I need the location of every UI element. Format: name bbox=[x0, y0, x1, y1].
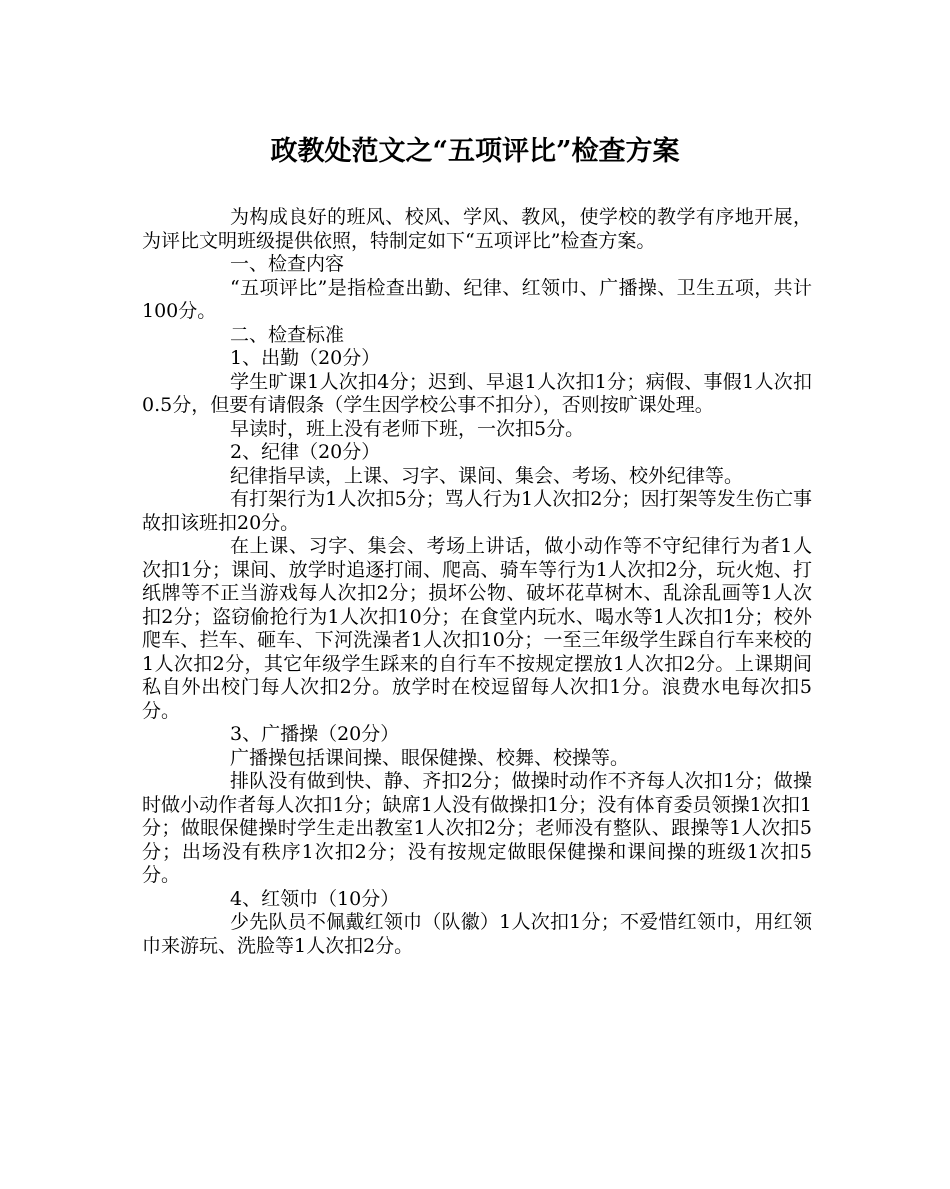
section-heading-inspection-standards: 二、检查标准 bbox=[230, 323, 345, 346]
subheading-broadcast-exercise: 3、广播操（20分） bbox=[230, 723, 400, 745]
paragraph: “五项评比”是指检查出勤、纪律、红领巾、广播操、卫生五项，共计100分。 bbox=[142, 276, 812, 322]
paragraph: 排队没有做到快、静、齐扣2分；做操时动作不齐每人次扣1分；做操时做小动作者每人次扣1分；缺席1人没有做操扣1分；没有体育委员领操1次扣1分；做眼保健操时学生走出教室1人次扣2分；老师没有整队、跟操等1人次扣5分；出场没有秩序1次扣2分；没有按规定做眼保健操和课间操的班级1次扣5分。 bbox=[142, 770, 812, 886]
document-title: 政教处范文之“五项评比”检查方案 bbox=[270, 136, 680, 167]
paragraph: 广播操包括课间操、眼保健操、校舞、校操等。 bbox=[230, 746, 630, 769]
paragraph: 纪律指早读，上课、习字、课间、集会、考场、校外纪律等。 bbox=[230, 464, 744, 487]
paragraph: 少先队员不佩戴红领巾（队徽）1人次扣1分；不爱惜红领巾，用红领巾来游玩、洗脸等1人次扣2分。 bbox=[142, 911, 812, 957]
subheading-attendance: 1、出勤（20分） bbox=[230, 347, 381, 369]
paragraph: 早读时，班上没有老师下班，一次扣5分。 bbox=[230, 417, 585, 440]
section-heading-inspection-content: 一、检查内容 bbox=[230, 253, 345, 275]
paragraph: 有打架行为1人次扣5分；骂人行为1人次扣2分；因打架等发生伤亡事故扣该班扣20分。 bbox=[142, 488, 812, 534]
paragraph: 学生旷课1人次扣4分；迟到、早退1人次扣1分；病假、事假1人次扣0.5分，但要有请假条（学生因学校公事不扣分），否则按旷课处理。 bbox=[142, 370, 812, 416]
document-body bbox=[142, 206, 812, 958]
paragraph: 在上课、习字、集会、考场上讲话，做小动作等不守纪律行为者1人次扣1分；课间、放学时追逐打闹、爬高、骑车等行为1人次扣2分，玩火炮、打纸牌等不正当游戏每人次扣2分；损坏公物、破坏花草树木、乱涂乱画等1人次扣2分；盗窃偷抢行为1人次扣10分；在食堂内玩水、喝水等1人次扣1分；校外爬车、拦车、砸车、下河洗澡者1人次扣10分；一至三年级学生踩自行车来校的1人次扣2分，其它年级学生踩来的自行车不按规定摆放1人次扣2分。上课期间私自外出校门每人次扣2分。放学时在校逗留每人次扣1分。浪费水电每次扣5分。 bbox=[142, 535, 812, 722]
subheading-discipline: 2、纪律（20分） bbox=[230, 441, 381, 463]
subheading-red-scarf: 4、红领巾（10分） bbox=[230, 887, 400, 910]
intro-paragraph: 为构成良好的班风、校风、学风、教风，使学校的教学有序地开展，为评比文明班级提供依照，特制定如下“五项评比”检查方案。 bbox=[142, 206, 812, 252]
